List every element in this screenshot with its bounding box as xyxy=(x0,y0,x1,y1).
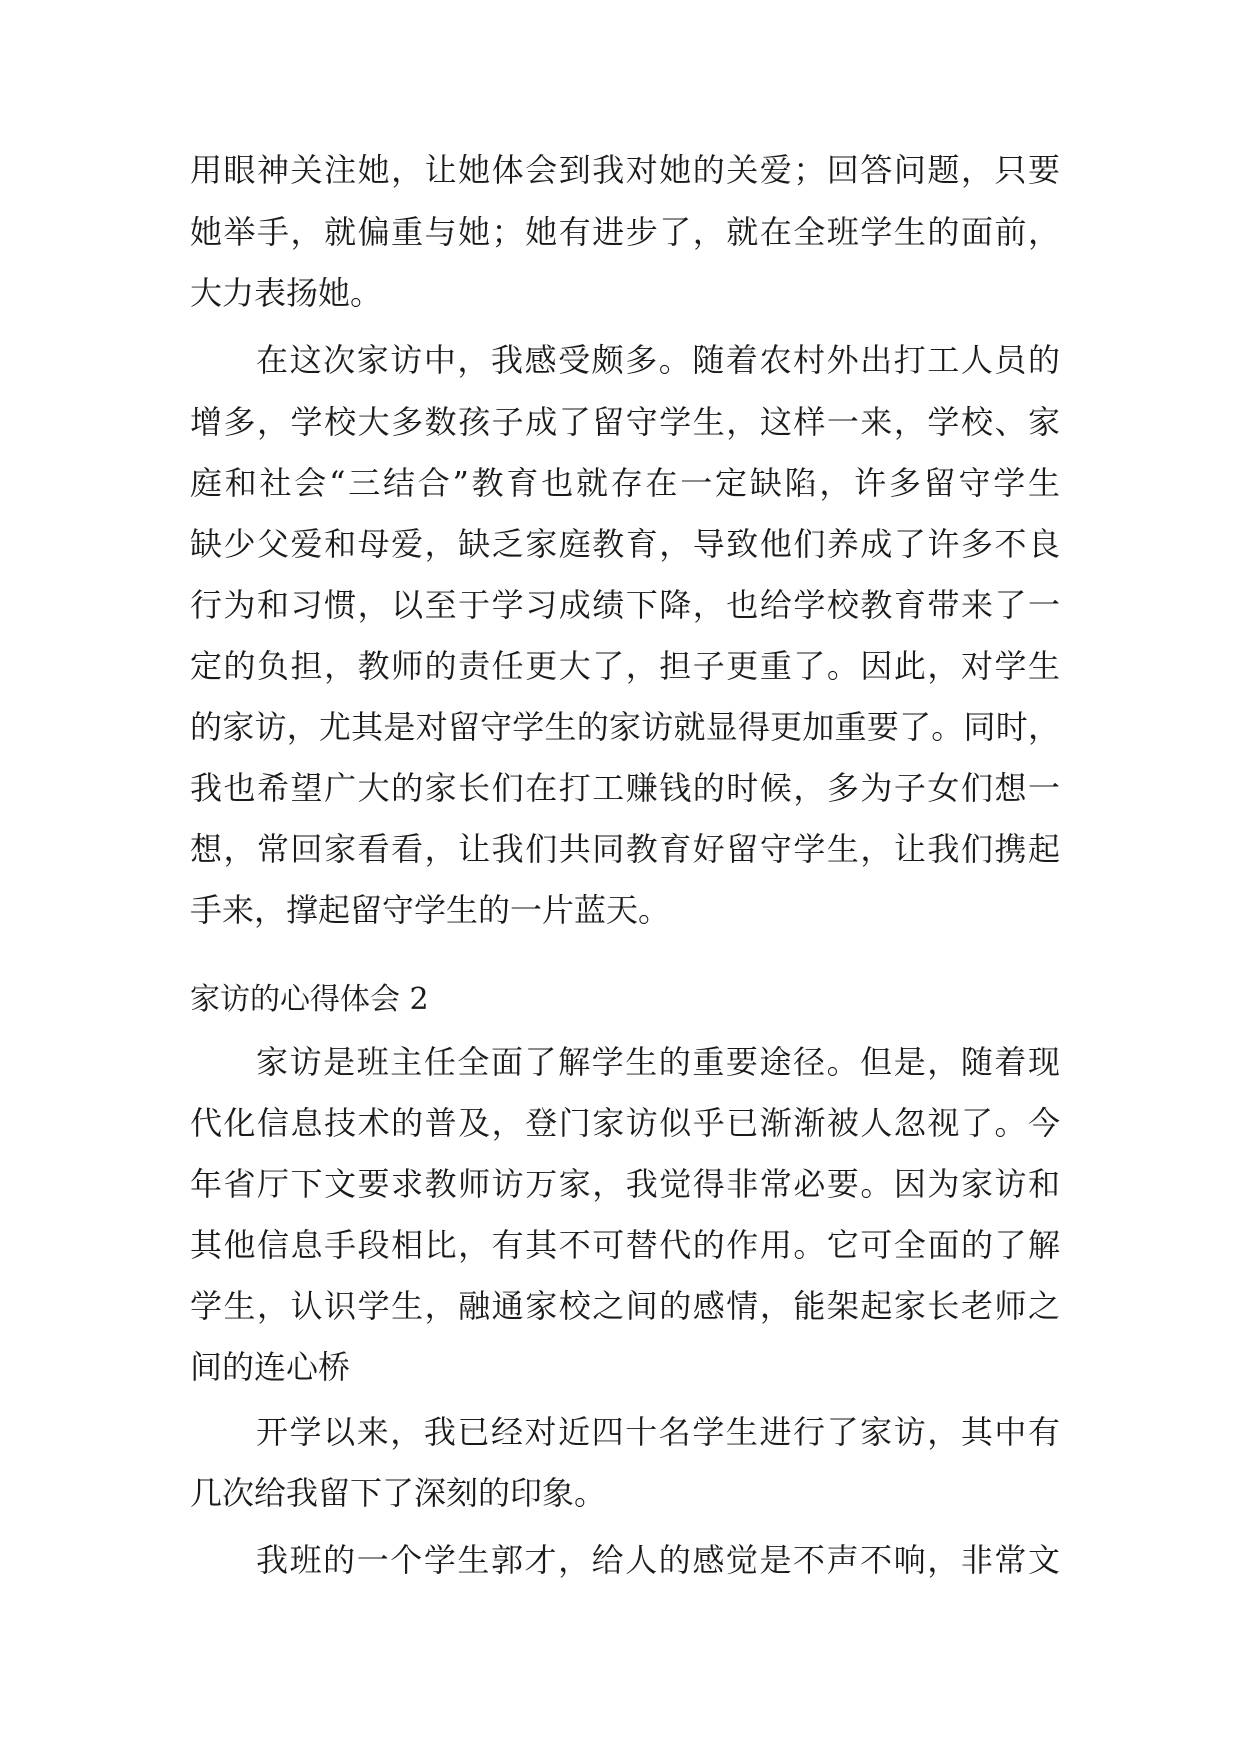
paragraph-line: 几次给我留下了深刻的印象。 xyxy=(190,1474,607,1512)
paragraph-line: 用眼神关注她，让她体会到我对她的关爱；回答问题，只要 xyxy=(190,151,1060,189)
paragraph-line: 我也希望广大的家长们在打工赚钱的时候，多为子女们想一 xyxy=(190,769,1060,807)
paragraph-line: 想，常回家看看，让我们共同教育好留守学生，让我们携起 xyxy=(190,830,1060,868)
paragraph-line: 缺少父爱和母爱，缺乏家庭教育，导致他们养成了许多不良 xyxy=(190,525,1060,563)
paragraph-line: 间的连心桥 xyxy=(190,1348,351,1386)
paragraph-line: 开学以来，我已经对近四十名学生进行了家访，其中有 xyxy=(256,1413,1060,1451)
paragraph-line: 庭和社会“三结合”教育也就存在一定缺陷，许多留守学生 xyxy=(190,464,1060,502)
paragraph-line: 其他信息手段相比，有其不可替代的作用。它可全面的了解 xyxy=(190,1226,1060,1264)
section-heading: 家访的心得体会 2 xyxy=(190,982,429,1017)
paragraph-line: 学生，认识学生，融通家校之间的感情，能架起家长老师之 xyxy=(190,1287,1060,1325)
paragraph-line: 增多，学校大多数孩子成了留守学生，这样一来，学校、家 xyxy=(190,403,1060,441)
paragraph-line: 家访是班主任全面了解学生的重要途径。但是，随着现 xyxy=(256,1043,1060,1081)
paragraph-line: 行为和习惯，以至于学习成绩下降，也给学校教育带来了一 xyxy=(190,586,1060,624)
paragraph-line: 她举手，就偏重与她；她有进步了，就在全班学生的面前， xyxy=(190,213,1060,251)
paragraph-line: 手来，撑起留守学生的一片蓝天。 xyxy=(190,891,671,929)
paragraph-line: 的家访，尤其是对留守学生的家访就显得更加重要了。同时， xyxy=(190,708,1060,746)
paragraph-line: 在这次家访中，我感受颇多。随着农村外出打工人员的 xyxy=(256,341,1060,379)
paragraph-line: 大力表扬她。 xyxy=(190,274,383,312)
paragraph-line: 代化信息技术的普及，登门家访似乎已渐渐被人忽视了。今 xyxy=(190,1104,1060,1142)
paragraph-line: 定的负担，教师的责任更大了，担子更重了。因此，对学生 xyxy=(190,647,1060,685)
paragraph-line: 我班的一个学生郭才，给人的感觉是不声不响，非常文 xyxy=(256,1541,1060,1579)
paragraph-line: 年省厅下文要求教师访万家，我觉得非常必要。因为家访和 xyxy=(190,1165,1060,1203)
